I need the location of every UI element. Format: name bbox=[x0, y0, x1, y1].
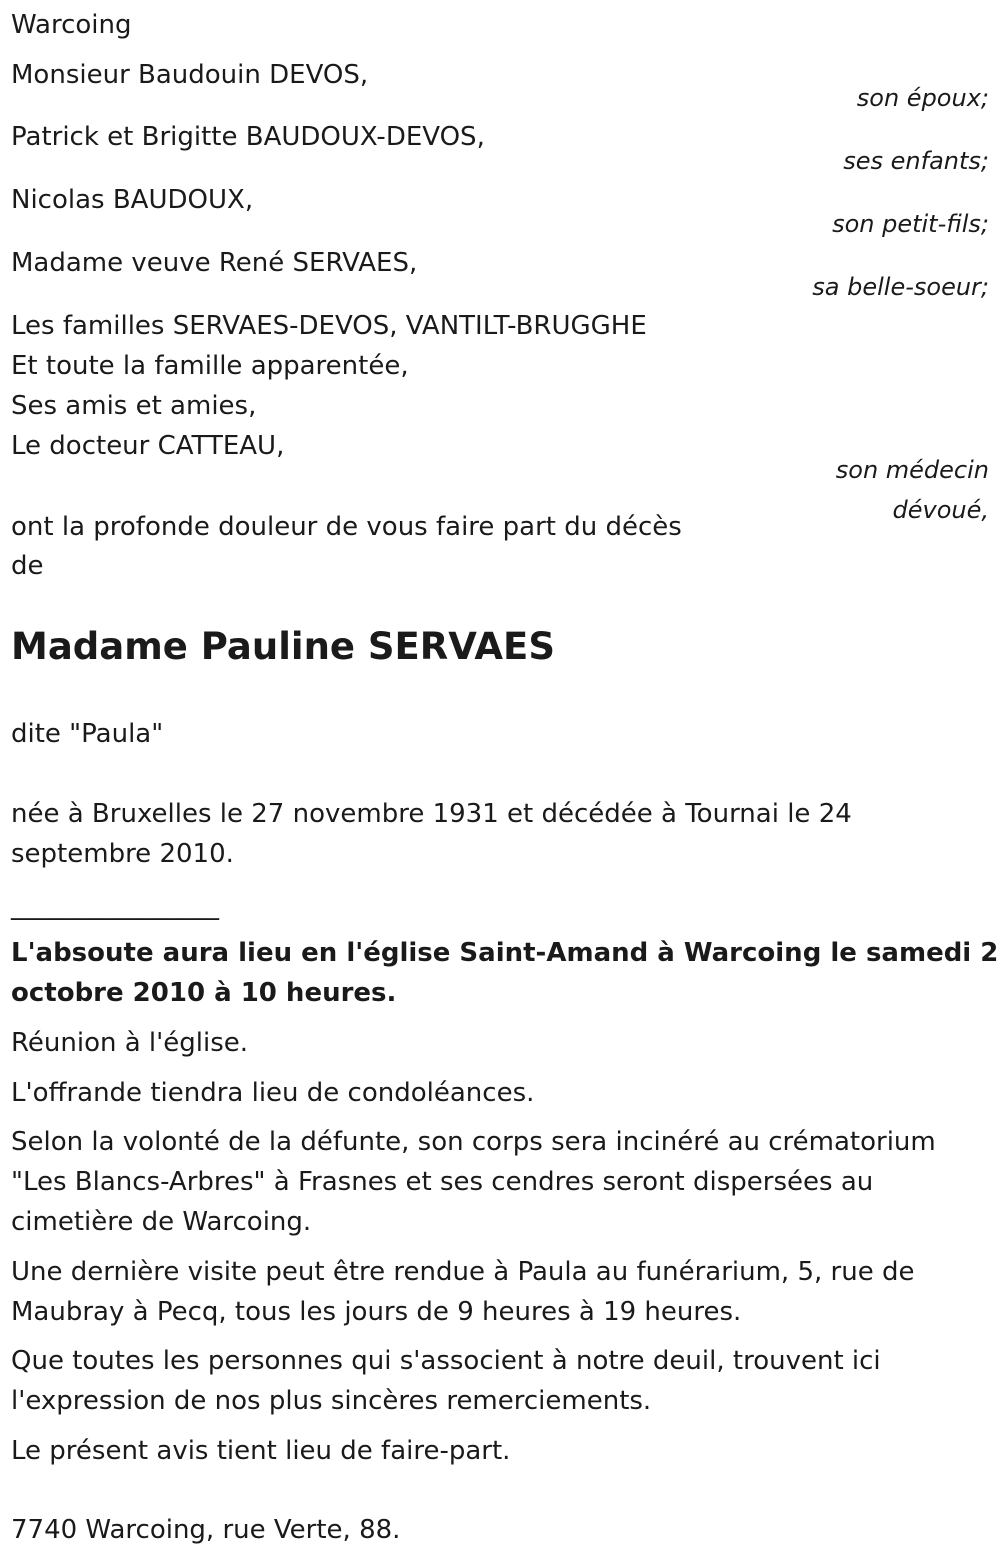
ceremony-line2: octobre 2010 à 10 heures. bbox=[11, 978, 397, 1008]
life-dates-line2: septembre 2010. bbox=[11, 839, 234, 869]
relation-sister-in-law: sa belle-soeur; bbox=[812, 273, 989, 301]
family-name-children: Patrick et Brigitte BAUDOUX-DEVOS, bbox=[11, 122, 485, 152]
relation-doctor-line1: son médecin bbox=[835, 456, 989, 484]
note-gathering: Réunion à l'église. bbox=[11, 1028, 249, 1058]
deceased-name: Madame Pauline SERVAES bbox=[11, 625, 555, 668]
others-friends: Ses amis et amies, bbox=[11, 391, 257, 421]
note-cremation-line1: Selon la volonté de la défunte, son corps sera inciné​ré au crématorium bbox=[11, 1127, 936, 1157]
others-relatives: Et toute la famille apparentée, bbox=[11, 351, 409, 381]
others-doctor: Le docteur CATTEAU, bbox=[11, 431, 285, 461]
note-cremation-line3: cimetière de Warcoing. bbox=[11, 1207, 312, 1237]
note-thanks-line1: Que toutes les personnes qui s'associent à notre deuil, trouvent ici bbox=[11, 1346, 881, 1376]
note-visit-line2: Maubray à Pecq, tous les jours de 9 heures à 19 heures. bbox=[11, 1297, 742, 1327]
announcement-line2: de bbox=[11, 551, 44, 581]
relation-children: ses enfants; bbox=[843, 147, 989, 175]
relation-doctor-line2: dévoué, bbox=[892, 496, 989, 524]
separator-line: ________________ bbox=[11, 891, 219, 921]
relation-grandson: son petit-fils; bbox=[832, 210, 989, 238]
place-heading: Warcoing bbox=[11, 10, 132, 40]
note-visit-line1: Une dernière visite peut être rendue à Paula au funérarium, 5, rue de bbox=[11, 1257, 915, 1287]
life-dates-line1: née à Bruxelles le 27 novembre 1931 et décédée à Tournai le 24 bbox=[11, 799, 852, 829]
relation-spouse: son époux; bbox=[856, 84, 989, 112]
note-thanks-line2: l'expression de nos plus sincères remerciements. bbox=[11, 1386, 652, 1416]
deceased-nickname: dite "Paula" bbox=[11, 719, 164, 749]
announcement-line1: ont la profonde douleur de vous faire part du décès bbox=[11, 512, 682, 542]
family-name-sister-in-law: Madame veuve René SERVAES, bbox=[11, 248, 418, 278]
family-name-grandson: Nicolas BAUDOUX, bbox=[11, 185, 254, 215]
note-faire-part: Le présent avis tient lieu de faire-part. bbox=[11, 1436, 511, 1466]
family-name-spouse: Monsieur Baudouin DEVOS, bbox=[11, 60, 369, 90]
others-families: Les familles SERVAES-DEVOS, VANTILT-BRUGGHE bbox=[11, 311, 647, 341]
address: 7740 Warcoing, rue Verte, 88. bbox=[11, 1515, 401, 1545]
note-offering: L'offrande tiendra lieu de condoléances. bbox=[11, 1078, 535, 1108]
note-cremation-line2: "Les Blancs-Arbres" à Frasnes et ses cendres seront dispersées au bbox=[11, 1167, 874, 1197]
ceremony-line1: L'absoute aura lieu en l'église Saint-Amand à Warcoing le samedi 2 bbox=[11, 938, 999, 968]
